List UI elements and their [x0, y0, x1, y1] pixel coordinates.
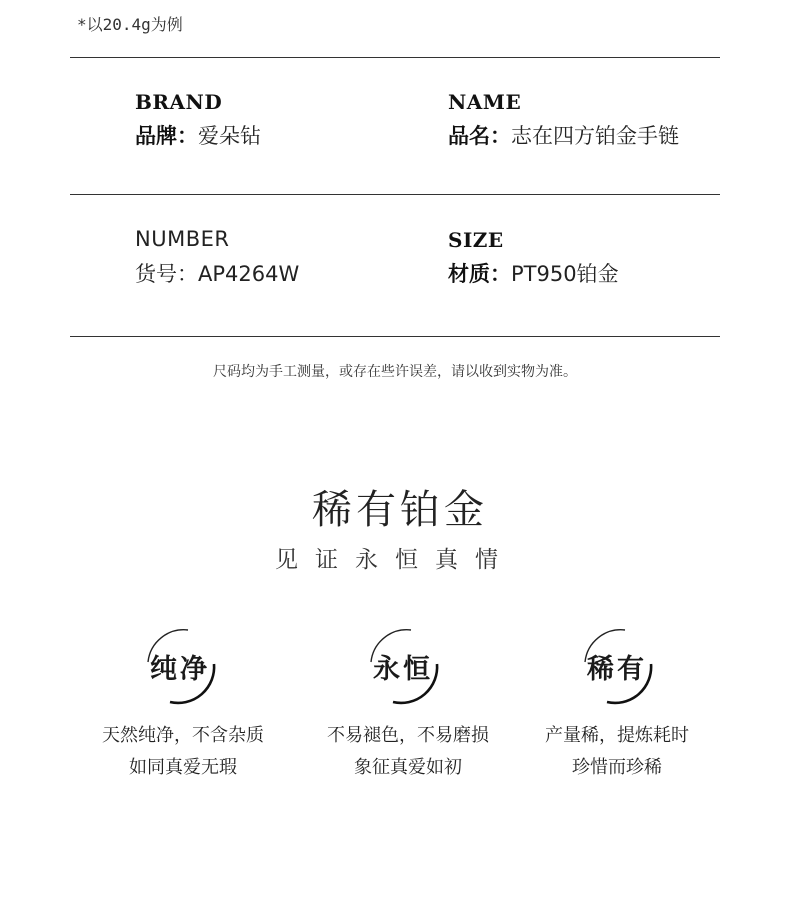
feature-eternal-line1: 不易褪色，不易磨损 [327, 725, 489, 746]
feature-eternal-text [288, 720, 528, 784]
name-row [448, 120, 679, 150]
feature-rare-text [497, 720, 737, 784]
badge-eternal [353, 616, 453, 716]
size-label: 材质： [448, 262, 511, 286]
divider-middle [70, 194, 720, 195]
number-value: AP4264W [198, 262, 300, 286]
brand-label: 品牌： [135, 124, 198, 148]
badge-rare [567, 616, 667, 716]
number-label: 货号： [135, 262, 198, 286]
weight-note: *以20.4g为例 [77, 15, 183, 34]
badge-pure [130, 616, 230, 716]
feature-pure-line2: 如同真爱无瑕 [129, 757, 237, 778]
size-value: PT950铂金 [511, 262, 619, 286]
feature-rare-line2: 珍惜而珍稀 [572, 757, 662, 778]
name-label: 品名： [448, 124, 511, 148]
number-en-label: NUMBER [135, 227, 230, 251]
section-subtitle: 见证永恒真情 [275, 547, 515, 573]
feature-pure-line1: 天然纯净，不含杂质 [102, 725, 264, 746]
feature-rare-line1: 产量稀，提炼耗时 [545, 725, 689, 746]
name-en-label: NAME [448, 90, 522, 114]
divider-bottom [70, 336, 720, 337]
number-row [135, 258, 299, 288]
name-value: 志在四方铂金手链 [511, 124, 679, 148]
measurement-disclaimer: 尺码均为手工测量，或存在些许误差，请以收到实物为准。 [213, 364, 577, 380]
section-title: 稀有铂金 [312, 487, 488, 533]
brand-en-label: BRAND [135, 90, 223, 114]
size-row [448, 258, 619, 288]
brand-value: 爱朵钻 [198, 124, 261, 148]
badge-rare-label: 稀有 [587, 653, 647, 685]
feature-pure-text [63, 720, 303, 784]
feature-eternal-line2: 象征真爱如初 [354, 757, 462, 778]
badge-eternal-label: 永恒 [373, 653, 433, 685]
divider-top [70, 57, 720, 58]
size-en-label: SIZE [448, 228, 504, 252]
badge-pure-label: 纯净 [150, 653, 210, 685]
brand-row [135, 120, 261, 150]
